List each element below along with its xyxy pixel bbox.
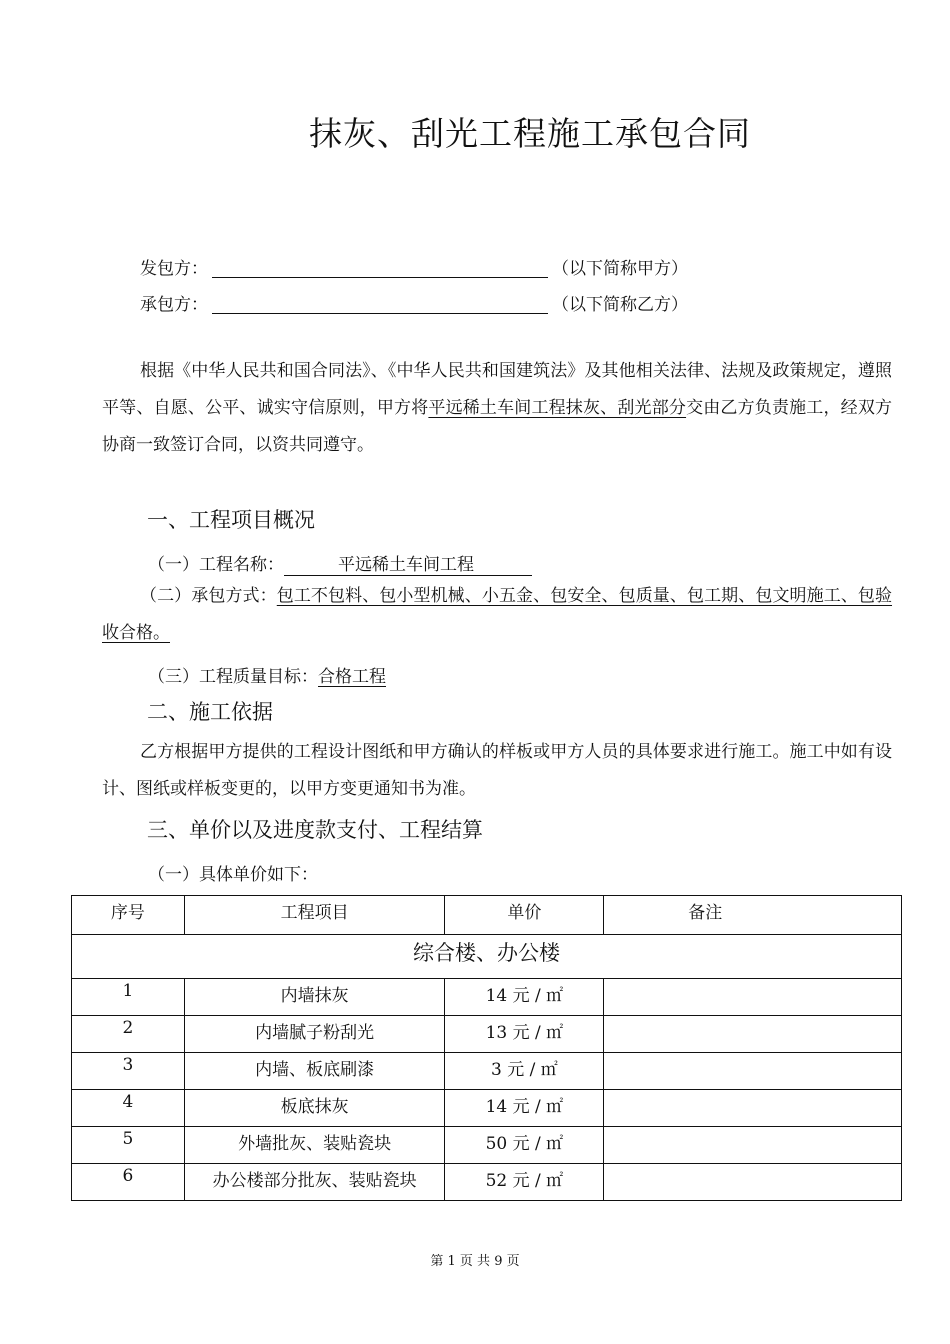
section1-heading: 一、工程项目概况 bbox=[147, 508, 315, 532]
contractor-blank[interactable] bbox=[212, 259, 548, 278]
method-value: 包工不包料、包小型机械、小五金、包安全、包质量、包工期、包文明施工、包验收合格。 bbox=[102, 586, 893, 643]
section2-heading: 二、施工依据 bbox=[147, 700, 273, 724]
row-price: 13 元 / ㎡ bbox=[445, 1016, 604, 1053]
row-no: 1 bbox=[72, 979, 185, 1016]
section3-sub1: （一）具体单价如下： bbox=[148, 865, 318, 885]
project-name-line bbox=[148, 550, 532, 576]
row-note bbox=[604, 1016, 902, 1053]
header-price: 单价 bbox=[445, 896, 604, 935]
intro-paragraph bbox=[102, 353, 892, 464]
row-price: 14 元 / ㎡ bbox=[445, 1090, 604, 1127]
row-note bbox=[604, 1127, 902, 1164]
row-no: 5 bbox=[72, 1127, 185, 1164]
row-price: 50 元 / ㎡ bbox=[445, 1127, 604, 1164]
header-note: 备注 bbox=[604, 896, 902, 935]
quality-value: 合格工程 bbox=[318, 667, 386, 687]
subcontractor-blank[interactable] bbox=[212, 295, 548, 314]
subcontractor-label: 承包方： bbox=[140, 295, 208, 315]
table-row bbox=[72, 1127, 902, 1164]
row-note bbox=[604, 979, 902, 1016]
intro-text-after: 交由乙方负责施工，经双方协商一致签订合同，以资共同遵守。 bbox=[102, 398, 893, 455]
project-name-label: （一）工程名称： bbox=[148, 555, 284, 575]
row-no: 6 bbox=[72, 1164, 185, 1201]
section2-paragraph: 乙方根据甲方提供的工程设计图纸和甲方确认的样板或甲方人员的具体要求进行施工。施工中如有设计、图纸或样板变更的，以甲方变更通知书为准。 bbox=[102, 742, 892, 799]
page-title: 抹灰、刮光工程施工承包合同 bbox=[309, 114, 751, 153]
method-label: （二）承包方式： bbox=[140, 586, 277, 606]
header-no: 序号 bbox=[72, 896, 185, 935]
subcontractor-note: （以下简称乙方） bbox=[552, 295, 688, 315]
section3-heading: 三、单价以及进度款支付、工程结算 bbox=[147, 818, 483, 842]
price-table bbox=[71, 895, 902, 1201]
row-note bbox=[604, 1053, 902, 1090]
row-price: 52 元 / ㎡ bbox=[445, 1164, 604, 1201]
table-row bbox=[72, 979, 902, 1016]
row-price: 14 元 / ㎡ bbox=[445, 979, 604, 1016]
price-table-header-row bbox=[72, 896, 902, 935]
project-name-value: 平远稀土车间工程 bbox=[284, 550, 532, 576]
contractor-line bbox=[140, 254, 688, 279]
table-row bbox=[72, 1053, 902, 1090]
table-row bbox=[72, 1016, 902, 1053]
row-price: 3 元 / ㎡ bbox=[445, 1053, 604, 1090]
subcontractor-line bbox=[140, 290, 688, 315]
row-item: 板底抹灰 bbox=[184, 1090, 445, 1127]
price-table-group-row bbox=[72, 935, 902, 979]
row-no: 4 bbox=[72, 1090, 185, 1127]
table-row bbox=[72, 1164, 902, 1201]
row-item: 办公楼部分批灰、装贴瓷块 bbox=[184, 1164, 445, 1201]
row-note bbox=[604, 1090, 902, 1127]
contractor-label: 发包方： bbox=[140, 259, 208, 279]
row-item: 内墙腻子粉刮光 bbox=[184, 1016, 445, 1053]
quality-label: （三）工程质量目标： bbox=[148, 667, 318, 687]
page-footer: 第 1 页 共 9 页 bbox=[430, 1254, 520, 1269]
row-item: 外墙批灰、装贴瓷块 bbox=[184, 1127, 445, 1164]
group-label: 综合楼、办公楼 bbox=[72, 935, 902, 979]
row-no: 2 bbox=[72, 1016, 185, 1053]
table-row bbox=[72, 1090, 902, 1127]
intro-text-before: 根据《中华人民共和国合同法》、《中华人民共和国建筑法》及其他相关法律、法规及政策规定，遵照平等、自愿、公平、诚实守信原则，甲方将 bbox=[102, 361, 892, 418]
row-no: 3 bbox=[72, 1053, 185, 1090]
contractor-note: （以下简称甲方） bbox=[552, 259, 688, 279]
quality-line bbox=[148, 662, 386, 687]
header-item: 工程项目 bbox=[184, 896, 445, 935]
row-item: 内墙、板底刷漆 bbox=[184, 1053, 445, 1090]
intro-underlined-scope: 平远稀土车间工程抹灰、刮光部分 bbox=[428, 398, 687, 418]
row-item: 内墙抹灰 bbox=[184, 979, 445, 1016]
row-note bbox=[604, 1164, 902, 1201]
method-paragraph bbox=[102, 578, 892, 652]
